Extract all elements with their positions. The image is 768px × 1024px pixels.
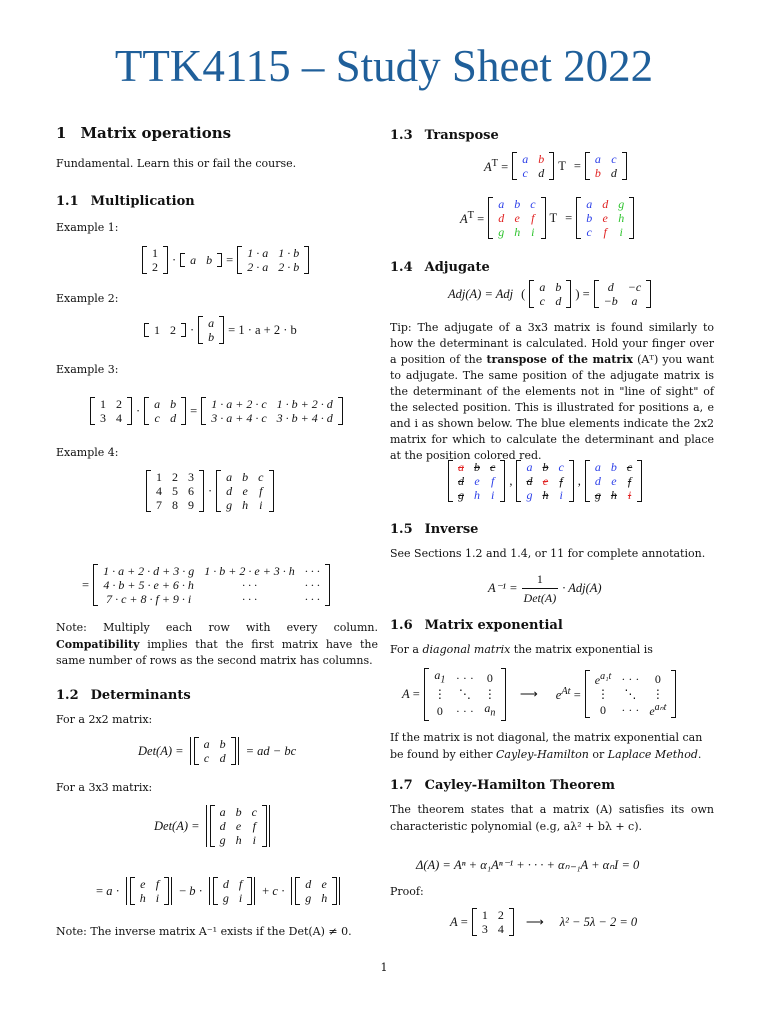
det-2x2-equation: Det(A) = a b c d = ad − bc <box>138 737 297 765</box>
section-1-1-heading: 1.1 Multiplication <box>56 194 195 209</box>
adjugate-tip: Tip: The adjugate of a 3x3 matrix is found similarly to how the determinant is calculated. Hold your finger over a position of the transpose of the matrix (Aᵀ) you want to adjugate. The same position of the adjugate matrix is the determinant of the elements not in "line of sight" of the selected position. This is illustrated for positions a, e and i as shown below. The blue elements indicate the 2x2 matrix for which to calculate the determinant and place at the position colored red. <box>390 321 714 462</box>
multiplication-note: Note: Multiply each row with every column. Compatibility implies that the first matrix have the same number of rows as the second matrix has columns. <box>56 621 378 667</box>
matrix-exponential-after: If the matrix is not diagonal, the matrix exponential can be found by either Cayley-Hamilton or Laplace Method. <box>390 731 703 761</box>
section-1-7-heading: 1.7 Cayley-Hamilton Theorem <box>390 778 616 793</box>
cayley-hamilton-formula: Δ(A) = Aⁿ + α₁Aⁿ⁻¹ + · · · + αₙ₋₁A + αₙI = 0 <box>416 858 640 872</box>
example-3-equation: 1 2 3 4 · a b c d = 1 · a + 2 · c 1 · b + 2 · d 3 · a + 4 · c 3 · b + 4 · d <box>90 397 343 425</box>
example-1-label: Example 1: <box>56 221 119 234</box>
section-1-3-heading: 1.3 Transpose <box>390 128 499 143</box>
section-1-5-heading: 1.5 Inverse <box>390 522 479 537</box>
inverse-formula: A⁻¹ = 1 Det(A) · Adj(A) <box>488 572 602 605</box>
det-2x2-label: For a 2x2 matrix: <box>56 713 153 726</box>
example-1-equation: 1 2 · a b = 1 · a 1 · b 2 · a 2 · b <box>142 246 309 274</box>
cayley-hamilton-text: The theorem states that a matrix (A) satisfies its own characteristic polynomial (e.g, aλ² + bλ + c). <box>390 803 714 833</box>
det-3x3-label: For a 3x3 matrix: <box>56 781 153 794</box>
determinant-note: Note: The inverse matrix A⁻¹ exists if the Det(A) ≠ 0. <box>56 925 352 938</box>
section-1-2-heading: 1.2 Determinants <box>56 688 191 703</box>
page-number: 1 <box>380 961 388 974</box>
section-1-4-heading: 1.4 Adjugate <box>390 260 490 275</box>
matrix-exponential-formula: A = $a_1$ · · · 0 ⋮ ⋱ ⋮ 0 · · · $a_n$ ⟶ $e^{At}$ = $e^{a_1t}$ · · · 0 ⋮ ⋱ ⋮ 0 · · · $e^{a_nt}$ <box>398 668 676 721</box>
example-2-equation: 1 2 · a b = 1 · a + 2 · b <box>144 316 301 344</box>
section-1-6-heading: 1.6 Matrix exponential <box>390 618 563 633</box>
example-2-label: Example 2: <box>56 292 119 305</box>
example-4-label: Example 4: <box>56 446 119 459</box>
det-3x3-equation: Det(A) = a b c d e f g h i <box>150 805 273 847</box>
section-1-heading: 1 Matrix operations <box>56 124 232 142</box>
example-4-equation: 1 2 3 4 5 6 7 8 9 · a b c d e f g h i <box>146 470 274 512</box>
proof-equation: A = 1 2 3 4 ⟶ λ² − 5λ − 2 = 0 <box>450 908 638 936</box>
proof-label: Proof: <box>390 885 424 898</box>
example-4-result: = 1 · a + 2 · d + 3 · g 1 · b + 2 · e + 3 · h · · · 4 · b + 5 · e + 6 · h · · · · · · 7 · c + 8 · f + 9 · i · · · · · · <box>78 564 330 606</box>
page-title: TTK4115 – Study Sheet 2022 <box>114 41 654 91</box>
adjugate-position-a: a b c d e f g h i <box>448 460 505 502</box>
det-3x3-expansion: = a · e f h i − b · d f g i + c · d e g h <box>92 877 343 905</box>
adjugate-position-i: a b c d e f g h i <box>585 460 642 502</box>
transpose-2x2: $A^T$ = a b c d T = a c b d <box>480 152 627 180</box>
adjugate-position-e: a b c d e f g h i <box>516 460 573 502</box>
adjugate-formula: Adj(A) = Adj ( a b c d ) = d −c −b a <box>444 280 651 308</box>
transpose-3x3: $A^T$ = a b c d e f g h i T = a d g b e h c f i <box>456 197 634 239</box>
matrix-exponential-text: For a diagonal matrix the matrix exponential is <box>390 643 653 656</box>
section-1-intro: Fundamental. Learn this or fail the course. <box>56 157 297 170</box>
example-3-label: Example 3: <box>56 363 119 376</box>
adjugate-illustration: a b c d e f g h i , a b c d e f g h i , a b c d e f g h i <box>448 460 642 502</box>
inverse-text: See Sections 1.2 and 1.4, or 11 for complete annotation. <box>390 547 706 560</box>
